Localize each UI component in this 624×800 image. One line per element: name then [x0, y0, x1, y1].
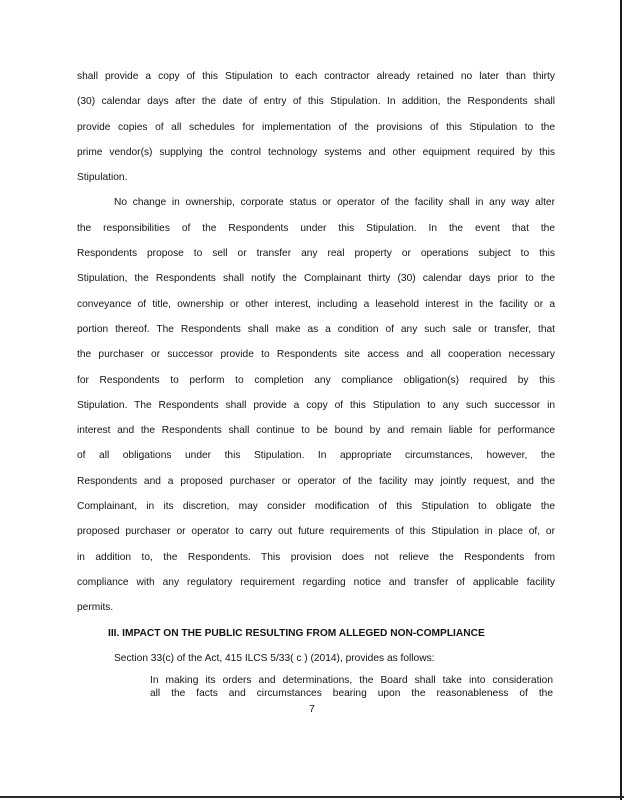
text-line: Stipulation, the Respondents shall notify the Complainant thirty (30) calendar days prior to the — [77, 273, 555, 285]
text-line: interest and the Respondents shall continue to be bound by and remain liable for performance — [77, 425, 555, 437]
text-line: the purchaser or successor provide to Respondents site access and all cooperation necessary — [77, 349, 555, 361]
text-line: the responsibilities of the Respondents under this Stipulation. In the event that the — [77, 222, 555, 234]
text-line: Stipulation. The Respondents shall provide a copy of this Stipulation to any such successor in — [77, 399, 555, 411]
text-line: in addition to, the Respondents. This provision does not relieve the Respondents from — [77, 551, 555, 563]
quote-line: all the facts and circumstances bearing upon the reasonableness of the — [150, 687, 553, 699]
text-line: portion thereof. The Respondents shall make as a condition of any such sale or transfer, that — [77, 323, 555, 335]
text-line: of all obligations under this Stipulation. In appropriate circumstances, however, the — [77, 450, 555, 462]
text-line: shall provide a copy of this Stipulation to each contractor already retained no later than thirty — [77, 71, 555, 82]
text-line: Respondents and a proposed purchaser or operator of the facility may jointly request, and the — [77, 475, 555, 487]
text-line: provide copies of all schedules for implementation of the provisions of this Stipulation to the — [77, 121, 555, 133]
text-line: prime vendor(s) supplying the control technology systems and other equipment required by this — [77, 146, 555, 158]
block-quote — [77, 674, 555, 700]
text-line: proposed purchaser or operator to carry out future requirements of this Stipulation in place of, or — [77, 526, 555, 538]
document-page — [77, 69, 555, 700]
section-heading: III. IMPACT ON THE PUBLIC RESULTING FROM ALLEGED NON-COMPLIANCE — [108, 627, 485, 639]
text-line: conveyance of title, ownership or other interest, including a leasehold interest in the facility or a — [77, 298, 555, 310]
text-line: for Respondents to perform to completion any compliance obligation(s) required by this — [77, 374, 555, 386]
page-number: 7 — [309, 704, 315, 715]
paragraph-1 — [77, 69, 555, 195]
scan-edge-bottom — [0, 796, 624, 798]
text-line: No change in ownership, corporate status or operator of the facility shall in any way alter — [114, 197, 555, 209]
scan-edge-right — [620, 0, 622, 800]
text-line: compliance with any regulatory requirement regarding notice and transfer of applicable facility — [77, 576, 555, 588]
paragraph-2 — [77, 195, 555, 625]
text-line: Stipulation. — [77, 172, 128, 184]
section-intro: Section 33(c) of the Act, 415 ILCS 5/33( c ) (2014), provides as follows: — [114, 652, 435, 664]
quote-line: In making its orders and determinations, the Board shall take into consideration — [150, 674, 553, 686]
text-line: Respondents propose to sell or transfer any real property or operations subject to this — [77, 248, 555, 260]
text-line: permits. — [77, 602, 114, 614]
text-line: (30) calendar days after the date of entry of this Stipulation. In addition, the Respondents shall — [77, 96, 555, 108]
text-line: Complainant, in its discretion, may consider modification of this Stipulation to obligate the — [77, 501, 555, 513]
